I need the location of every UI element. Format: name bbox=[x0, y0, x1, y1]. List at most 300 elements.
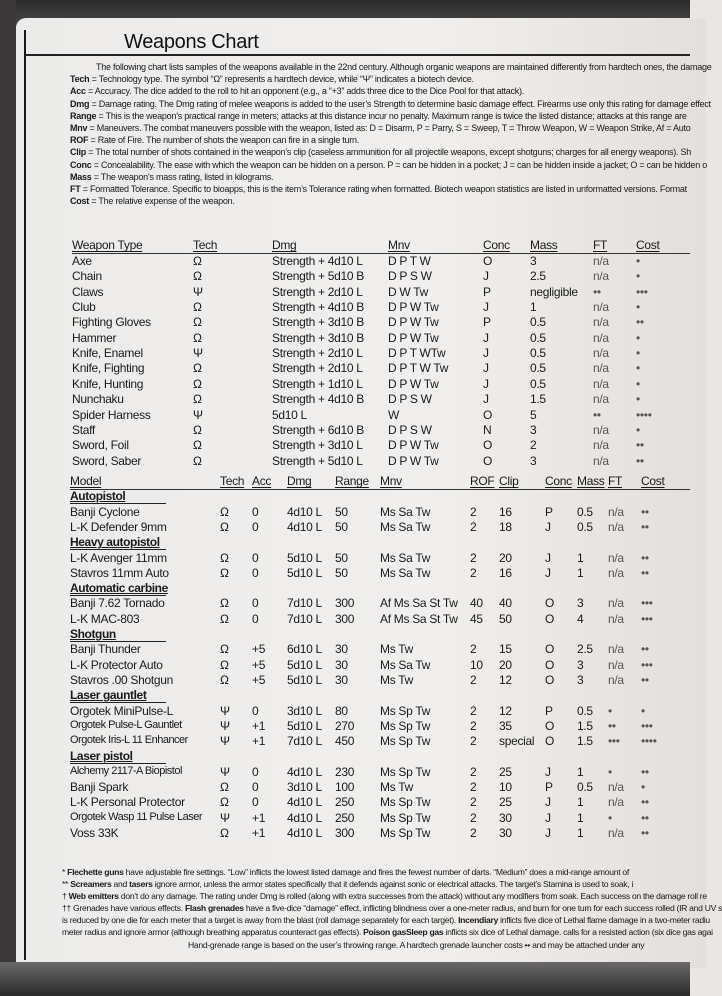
table-cell: 45 bbox=[470, 611, 483, 626]
table-cell: Ω bbox=[193, 453, 202, 468]
table-cell: D P W Tw bbox=[388, 453, 439, 468]
table-cell: 16 bbox=[499, 565, 512, 580]
table-cell: O bbox=[483, 453, 493, 468]
footnote-text: * bbox=[62, 867, 68, 877]
table-cell: W bbox=[388, 407, 400, 422]
table-cell: Ms Tw bbox=[380, 672, 413, 687]
table-cell: Strength + 4d10 B bbox=[272, 300, 364, 315]
table-cell: D P W Tw bbox=[388, 300, 439, 315]
table-cell: Ψ bbox=[193, 346, 203, 361]
table-cell: 0 bbox=[252, 504, 259, 519]
footnote-text: † bbox=[62, 891, 69, 902]
table-cell: Stavros .00 Shotgun bbox=[70, 672, 174, 687]
table-cell: • bbox=[636, 422, 640, 437]
table-cell: Ω bbox=[220, 825, 229, 840]
footnote-text: calls for a resisted action (six dice gas agai bbox=[563, 927, 713, 938]
table-cell: 30 bbox=[335, 672, 348, 687]
table-cell: 4d10 L bbox=[287, 795, 322, 810]
table-cell: +5 bbox=[252, 672, 266, 687]
column-header: Mnv bbox=[388, 238, 410, 252]
table-cell: 3 bbox=[530, 254, 537, 268]
column-header: FT bbox=[593, 238, 608, 252]
table-cell: n/a bbox=[608, 550, 624, 565]
table-cell: 4d10 L bbox=[287, 519, 322, 534]
table-cell: 0.5 bbox=[577, 504, 593, 519]
table-cell: • bbox=[636, 300, 640, 315]
table-cell: +1 bbox=[252, 810, 266, 825]
table-cell: Ψ bbox=[220, 734, 230, 749]
table-cell: • bbox=[636, 346, 640, 361]
definition-term: Dmg bbox=[70, 98, 90, 109]
table-cell: Sword, Foil bbox=[72, 438, 129, 453]
table-cell: Strength + 3d10 B bbox=[272, 315, 364, 330]
table-cell: 30 bbox=[499, 825, 512, 840]
column-header: Conc bbox=[483, 238, 510, 252]
table-cell: Af Ms Sa St Tw bbox=[380, 596, 458, 611]
footnote-text: inflicts six dice of Lethal damage. bbox=[443, 927, 564, 938]
column-header: Model bbox=[70, 474, 102, 488]
table-cell: Orgotek Pulse-L Gauntlet bbox=[70, 718, 182, 731]
column-header: Mass bbox=[530, 238, 558, 252]
table-cell: • bbox=[636, 376, 640, 391]
table-cell: D P W Tw bbox=[388, 438, 439, 453]
table-cell: 2 bbox=[470, 764, 477, 779]
definition-line bbox=[70, 85, 710, 97]
table-cell: Ω bbox=[193, 376, 202, 391]
table-cell: •••• bbox=[636, 407, 652, 422]
table-cell: O bbox=[483, 254, 493, 268]
table-cell: •• bbox=[641, 672, 649, 687]
column-header: Acc bbox=[252, 474, 272, 488]
table-cell: Voss 33K bbox=[70, 825, 119, 840]
table-cell: 5d10 L bbox=[272, 407, 307, 422]
footnote-text: ignore armor, unless the armor states specifically that it defends against sonic or electrical attacks. The target’s Stamina is used to soak, i bbox=[152, 879, 634, 890]
table-cell: 1.5 bbox=[577, 734, 593, 749]
table-cell: Ms Sp Tw bbox=[380, 825, 431, 840]
table-cell: 5d10 L bbox=[287, 672, 322, 687]
definition-line bbox=[70, 134, 710, 146]
footnote-text: ** bbox=[62, 879, 71, 890]
table-cell: J bbox=[545, 519, 551, 534]
footnote-line bbox=[62, 902, 722, 914]
table-cell: n/a bbox=[608, 611, 624, 626]
table-cell: 0.5 bbox=[577, 780, 593, 794]
table-cell: P bbox=[545, 703, 553, 718]
table-cell: 2 bbox=[470, 642, 477, 657]
definition-text: = Maneuvers. The combat maneuvers possible with the weapon, listed as: D = Disarm, P = Parry, S = Sweep, T = Throw Weapon, W = Weapon Strike, Af = Auto bbox=[87, 123, 691, 134]
table-cell: 50 bbox=[335, 550, 348, 565]
table-cell: 1 bbox=[577, 810, 584, 825]
table-cell: Strength + 5d10 L bbox=[272, 453, 363, 468]
table-cell: •• bbox=[636, 315, 644, 330]
table-cell: Banji Cyclone bbox=[70, 504, 140, 519]
table-cell: 1.5 bbox=[577, 718, 593, 733]
table-cell: L-K Protector Auto bbox=[70, 657, 163, 672]
definition-term: Clip bbox=[70, 147, 86, 158]
table-cell: • bbox=[636, 254, 640, 268]
definition-line bbox=[70, 122, 710, 134]
table-cell: • bbox=[608, 703, 612, 718]
table-cell: 25 bbox=[499, 764, 512, 779]
table-cell: Ms Sa Tw bbox=[380, 504, 431, 519]
table-cell: +5 bbox=[252, 657, 266, 672]
table-cell: +5 bbox=[252, 642, 266, 657]
table-cell: 2 bbox=[470, 504, 477, 519]
table-cell: D P S W bbox=[388, 392, 432, 407]
table-cell: special bbox=[499, 734, 535, 749]
table-cell: 2 bbox=[470, 780, 477, 794]
footnote-term: Screamers bbox=[70, 879, 112, 890]
footnote-text: is reduced by one die for each meter that a target is away from the blast (roll damage separately for each target). bbox=[62, 915, 459, 926]
table-cell: Strength + 5d10 B bbox=[272, 269, 364, 284]
table-cell: 4d10 L bbox=[287, 810, 322, 825]
table-cell: Ω bbox=[220, 657, 229, 672]
table-cell: 2 bbox=[530, 438, 537, 453]
definition-text: = The total number of shots contained in the weapon’s clip (caseless ammunition for all projectile weapons, except shotguns; charges for all energy weapons). Sh bbox=[86, 147, 692, 158]
table-cell: Ψ bbox=[193, 284, 203, 299]
table-cell: Spider Harness bbox=[72, 407, 151, 422]
table-cell: Ω bbox=[193, 361, 202, 376]
table-cell: Strength + 2d10 L bbox=[272, 284, 363, 299]
table-cell: Fighting Gloves bbox=[72, 315, 151, 330]
table-cell: 20 bbox=[499, 657, 512, 672]
table-cell: Ms Sp Tw bbox=[380, 734, 431, 749]
table-cell: J bbox=[483, 376, 489, 391]
column-header: Dmg bbox=[272, 238, 297, 252]
table-cell: Banji 7.62 Tornado bbox=[70, 596, 165, 611]
definition-term: FT bbox=[70, 184, 81, 195]
table-cell: ••• bbox=[608, 734, 620, 749]
footnote-text: don’t do any damage. The rating under Dmg is rolled (along with extra successes from the attack) without any modifiers from soak. Each success on the damage roll re bbox=[118, 891, 707, 902]
table-cell: 50 bbox=[335, 565, 348, 580]
table-cell: 0 bbox=[252, 611, 259, 626]
table-cell: Ω bbox=[193, 254, 202, 268]
table-cell: 5 bbox=[530, 407, 537, 422]
page-title: Weapons Chart bbox=[124, 31, 259, 53]
table-cell: • bbox=[636, 361, 640, 376]
table-cell: •• bbox=[593, 407, 601, 422]
table-cell: D P W Tw bbox=[388, 330, 439, 345]
table-cell: Hammer bbox=[72, 330, 117, 345]
table-cell: Strength + 3d10 B bbox=[272, 330, 364, 345]
table-cell: 300 bbox=[335, 825, 355, 840]
table-cell: O bbox=[545, 734, 555, 749]
table-cell: J bbox=[545, 764, 551, 779]
table-cell: 30 bbox=[499, 810, 512, 825]
table-cell: n/a bbox=[608, 780, 624, 794]
table-cell: • bbox=[636, 392, 640, 407]
table-cell: Banji Thunder bbox=[70, 642, 141, 657]
definition-text: = This is the weapon’s practical range in meters; attacks at this distance incur no penalty. Maximum range is twice the listed distance; attacks at this range are bbox=[96, 110, 687, 121]
definition-text: = Damage rating. The Dmg rating of melee weapons is added to the user’s Strength to determine basic damage effect. Firearms use only this rating for damage effect bbox=[89, 98, 711, 109]
table-cell: 300 bbox=[335, 611, 355, 626]
column-header: Cost bbox=[636, 238, 660, 252]
definition-line bbox=[70, 73, 710, 85]
table-cell: Ω bbox=[220, 642, 229, 657]
table-cell: n/a bbox=[593, 315, 609, 330]
table-cell: Ω bbox=[220, 672, 229, 687]
table-cell: 3d10 L bbox=[287, 703, 322, 718]
definition-term: ROF bbox=[70, 135, 89, 146]
column-header: Cost bbox=[641, 474, 665, 488]
table-cell: 30 bbox=[335, 642, 348, 657]
table-cell: n/a bbox=[608, 504, 624, 519]
definition-text: = Technology type. The symbol “Ω” represents a hardtech device, while “Ψ” indicates a biotech device. bbox=[89, 74, 474, 85]
category-label: Autopistol bbox=[70, 489, 126, 504]
table-cell: 5d10 L bbox=[287, 718, 322, 733]
table-cell: 1 bbox=[577, 764, 584, 779]
title-rule bbox=[26, 54, 690, 56]
table-cell: •• bbox=[636, 438, 644, 453]
table-cell: 2 bbox=[470, 718, 477, 733]
table-cell: 0.5 bbox=[530, 361, 546, 376]
table-cell: Stavros 11mm Auto bbox=[70, 565, 169, 580]
table-cell: 3 bbox=[530, 453, 537, 468]
category-label: Laser pistol bbox=[70, 749, 133, 764]
table-cell: L-K Defender 9mm bbox=[70, 519, 167, 534]
table-cell: n/a bbox=[608, 519, 624, 534]
table-cell: 0 bbox=[252, 764, 259, 779]
table-cell: Staff bbox=[72, 422, 95, 437]
intro-text bbox=[70, 61, 710, 207]
table-cell: Strength + 4d10 B bbox=[272, 392, 364, 407]
table-cell: 10 bbox=[470, 657, 483, 672]
table-cell: J bbox=[483, 392, 489, 407]
table-cell: • bbox=[608, 810, 612, 825]
footnote-term: Flechette guns bbox=[67, 867, 124, 877]
table-cell: 20 bbox=[499, 550, 512, 565]
table-cell: P bbox=[483, 284, 491, 299]
footnote-line bbox=[62, 939, 702, 951]
table-cell: •• bbox=[641, 764, 649, 779]
table-cell: O bbox=[545, 657, 555, 672]
table-cell: n/a bbox=[593, 453, 609, 468]
footnote-text: †† Grenades have various effects. bbox=[62, 903, 185, 914]
definition-term: Conc bbox=[70, 159, 92, 170]
scan-left-edge bbox=[0, 0, 16, 996]
table-cell: P bbox=[545, 780, 553, 794]
table-cell: 50 bbox=[335, 519, 348, 534]
table-cell: • bbox=[636, 330, 640, 345]
table-cell: Axe bbox=[72, 254, 92, 268]
table-cell: 25 bbox=[499, 795, 512, 810]
table-cell: D P W Tw bbox=[388, 376, 439, 391]
table-cell: 0.5 bbox=[530, 346, 546, 361]
table-cell: 3d10 L bbox=[287, 780, 322, 794]
table-cell: 1 bbox=[577, 795, 584, 810]
table-cell: Ms Sa Tw bbox=[380, 550, 431, 565]
table-cell: 230 bbox=[335, 764, 355, 779]
table-cell: Af Ms Sa St Tw bbox=[380, 611, 458, 626]
table-cell: Ψ bbox=[220, 810, 230, 825]
table-cell: 3 bbox=[530, 422, 537, 437]
table-cell: 5d10 L bbox=[287, 565, 322, 580]
table-cell: 4d10 L bbox=[287, 825, 322, 840]
table-cell: 50 bbox=[499, 611, 512, 626]
table-cell: O bbox=[545, 672, 555, 687]
table-cell: O bbox=[545, 596, 555, 611]
table-cell: 1.5 bbox=[530, 392, 546, 407]
table-cell: 1 bbox=[577, 550, 584, 565]
table-cell: n/a bbox=[593, 254, 609, 268]
column-header: Mnv bbox=[380, 474, 402, 488]
definition-text: = The relative expense of the weapon. bbox=[89, 196, 235, 207]
table-cell: 2.5 bbox=[530, 269, 546, 284]
column-header: Tech bbox=[193, 238, 218, 252]
table-cell: O bbox=[483, 438, 493, 453]
table-cell: 5d10 L bbox=[287, 657, 322, 672]
column-header: ROF bbox=[470, 474, 495, 488]
table-cell: 2 bbox=[470, 672, 477, 687]
definition-line bbox=[70, 195, 710, 207]
definition-term: Mass bbox=[70, 171, 92, 182]
table-cell: 40 bbox=[470, 596, 483, 611]
table-cell: n/a bbox=[608, 672, 624, 687]
table-cell: J bbox=[545, 825, 551, 840]
table-cell: D W Tw bbox=[388, 284, 428, 299]
definition-line bbox=[70, 183, 710, 195]
table-cell: D P W Tw bbox=[388, 315, 439, 330]
table-cell: Ω bbox=[193, 422, 202, 437]
table-cell: 40 bbox=[499, 596, 512, 611]
table-cell: L-K Personal Protector bbox=[70, 795, 185, 810]
footnote-line bbox=[62, 926, 713, 938]
table-cell: Strength + 4d10 L bbox=[272, 254, 363, 268]
table-cell: J bbox=[545, 810, 551, 825]
table-cell: D P S W bbox=[388, 422, 432, 437]
table-cell: 270 bbox=[335, 718, 355, 733]
footnote-text: meter radius and ignore armor (although breathing apparatus counteract gas effects). bbox=[62, 927, 364, 938]
table-cell: 0 bbox=[252, 703, 259, 718]
table-cell: O bbox=[483, 407, 493, 422]
table-cell: 300 bbox=[335, 596, 355, 611]
table-cell: Ms Sa Tw bbox=[380, 657, 431, 672]
table-cell: Ms Tw bbox=[380, 642, 413, 657]
table-cell: n/a bbox=[593, 269, 609, 284]
footnote-line bbox=[62, 866, 702, 878]
table-cell: 12 bbox=[499, 703, 512, 718]
table-cell: Ω bbox=[220, 611, 229, 626]
table-cell: +1 bbox=[252, 825, 266, 840]
table-cell: 16 bbox=[499, 504, 512, 519]
table-cell: 1 bbox=[577, 565, 584, 580]
column-header: Dmg bbox=[287, 474, 312, 488]
table-cell: •• bbox=[641, 795, 649, 810]
table-cell: Strength + 6d10 B bbox=[272, 422, 364, 437]
table-cell: O bbox=[545, 718, 555, 733]
table-cell: Claws bbox=[72, 284, 104, 299]
table-cell: Strength + 1d10 L bbox=[272, 376, 363, 391]
table-cell: J bbox=[483, 361, 489, 376]
table-cell: n/a bbox=[608, 657, 624, 672]
table-cell: • bbox=[641, 780, 645, 794]
table-cell: D P T WTw bbox=[388, 346, 446, 361]
table-cell: 30 bbox=[335, 657, 348, 672]
definition-term: Cost bbox=[70, 196, 89, 207]
table-cell: D P T W bbox=[388, 254, 431, 268]
table-cell: •• bbox=[641, 519, 649, 534]
table-cell: •• bbox=[593, 284, 601, 299]
footnote-line bbox=[62, 890, 707, 902]
table-cell: n/a bbox=[593, 438, 609, 453]
footnote-line bbox=[62, 878, 702, 890]
column-header: Conc bbox=[545, 474, 572, 488]
table-cell: 4d10 L bbox=[287, 504, 322, 519]
column-header: Mass bbox=[577, 474, 605, 488]
table-cell: Ω bbox=[220, 519, 229, 534]
table-cell: 2 bbox=[470, 519, 477, 534]
table-cell: •• bbox=[641, 504, 649, 519]
table-cell: ••• bbox=[641, 657, 653, 672]
table-cell: ••• bbox=[641, 718, 653, 733]
table-cell: negligible bbox=[530, 284, 578, 299]
definition-text: = Concealability. The ease with which the weapon can be hidden on a person. P = can be hidden in a pocket; J = can be hidden inside a jacket; O = can be hidden o bbox=[91, 159, 707, 170]
footnote-text: inflicts five dice of Lethal flame damage in a two-meter radiu bbox=[498, 915, 710, 926]
table-cell: n/a bbox=[608, 825, 624, 840]
table-cell: •• bbox=[641, 825, 649, 840]
column-header: Tech bbox=[220, 474, 245, 488]
table-cell: 6d10 L bbox=[287, 642, 322, 657]
table-cell: 1 bbox=[530, 300, 537, 315]
table-cell: Club bbox=[72, 300, 96, 315]
table-cell: 12 bbox=[499, 672, 512, 687]
definition-line bbox=[70, 171, 710, 183]
table-cell: • bbox=[608, 764, 612, 779]
column-header: Clip bbox=[499, 474, 519, 488]
table-cell: ••• bbox=[641, 611, 653, 626]
definition-term: Mnv bbox=[70, 123, 88, 134]
table-cell: 7d10 L bbox=[287, 611, 322, 626]
table-cell: •• bbox=[641, 550, 649, 565]
table-cell: Ms Sp Tw bbox=[380, 703, 431, 718]
table-cell: Ψ bbox=[220, 718, 230, 733]
table-cell: • bbox=[641, 703, 645, 718]
table-cell: Ω bbox=[220, 565, 229, 580]
table-cell: Ω bbox=[220, 780, 229, 794]
table-cell: +1 bbox=[252, 718, 266, 733]
table-cell: O bbox=[545, 642, 555, 657]
table-cell: n/a bbox=[608, 565, 624, 580]
table-cell: 80 bbox=[335, 703, 348, 718]
table-cell: Ψ bbox=[193, 407, 203, 422]
table-cell: Ω bbox=[193, 269, 202, 284]
table-cell: D P T W Tw bbox=[388, 361, 449, 376]
definition-term: Range bbox=[70, 110, 97, 121]
table-cell: •• bbox=[641, 810, 649, 825]
table-cell: Ms Sp Tw bbox=[380, 810, 431, 825]
table-cell: 3 bbox=[577, 657, 584, 672]
table-cell: 35 bbox=[499, 718, 512, 733]
table-cell: O bbox=[545, 611, 555, 626]
definition-text: = Rate of Fire. The number of shots the weapon can fire in a single turn. bbox=[88, 135, 359, 146]
table-cell: Ω bbox=[193, 315, 202, 330]
table-cell: 1 bbox=[577, 825, 584, 840]
table-cell: 18 bbox=[499, 519, 512, 534]
footnote-term: Poison gas bbox=[363, 927, 406, 938]
table-cell: ••• bbox=[636, 284, 648, 299]
footnote-term: Web emitters bbox=[68, 891, 119, 902]
table-cell: Ψ bbox=[220, 764, 230, 779]
table-cell: 2 bbox=[470, 703, 477, 718]
table-cell: 50 bbox=[335, 504, 348, 519]
table-cell: Ms Sp Tw bbox=[380, 795, 431, 810]
table-cell: Knife, Enamel bbox=[72, 346, 143, 361]
definition-line bbox=[70, 110, 710, 122]
table-cell: 2 bbox=[470, 550, 477, 565]
table-cell: 2 bbox=[470, 734, 477, 749]
footnote-term: Sleep gas bbox=[405, 927, 444, 938]
table-cell: N bbox=[483, 422, 492, 437]
